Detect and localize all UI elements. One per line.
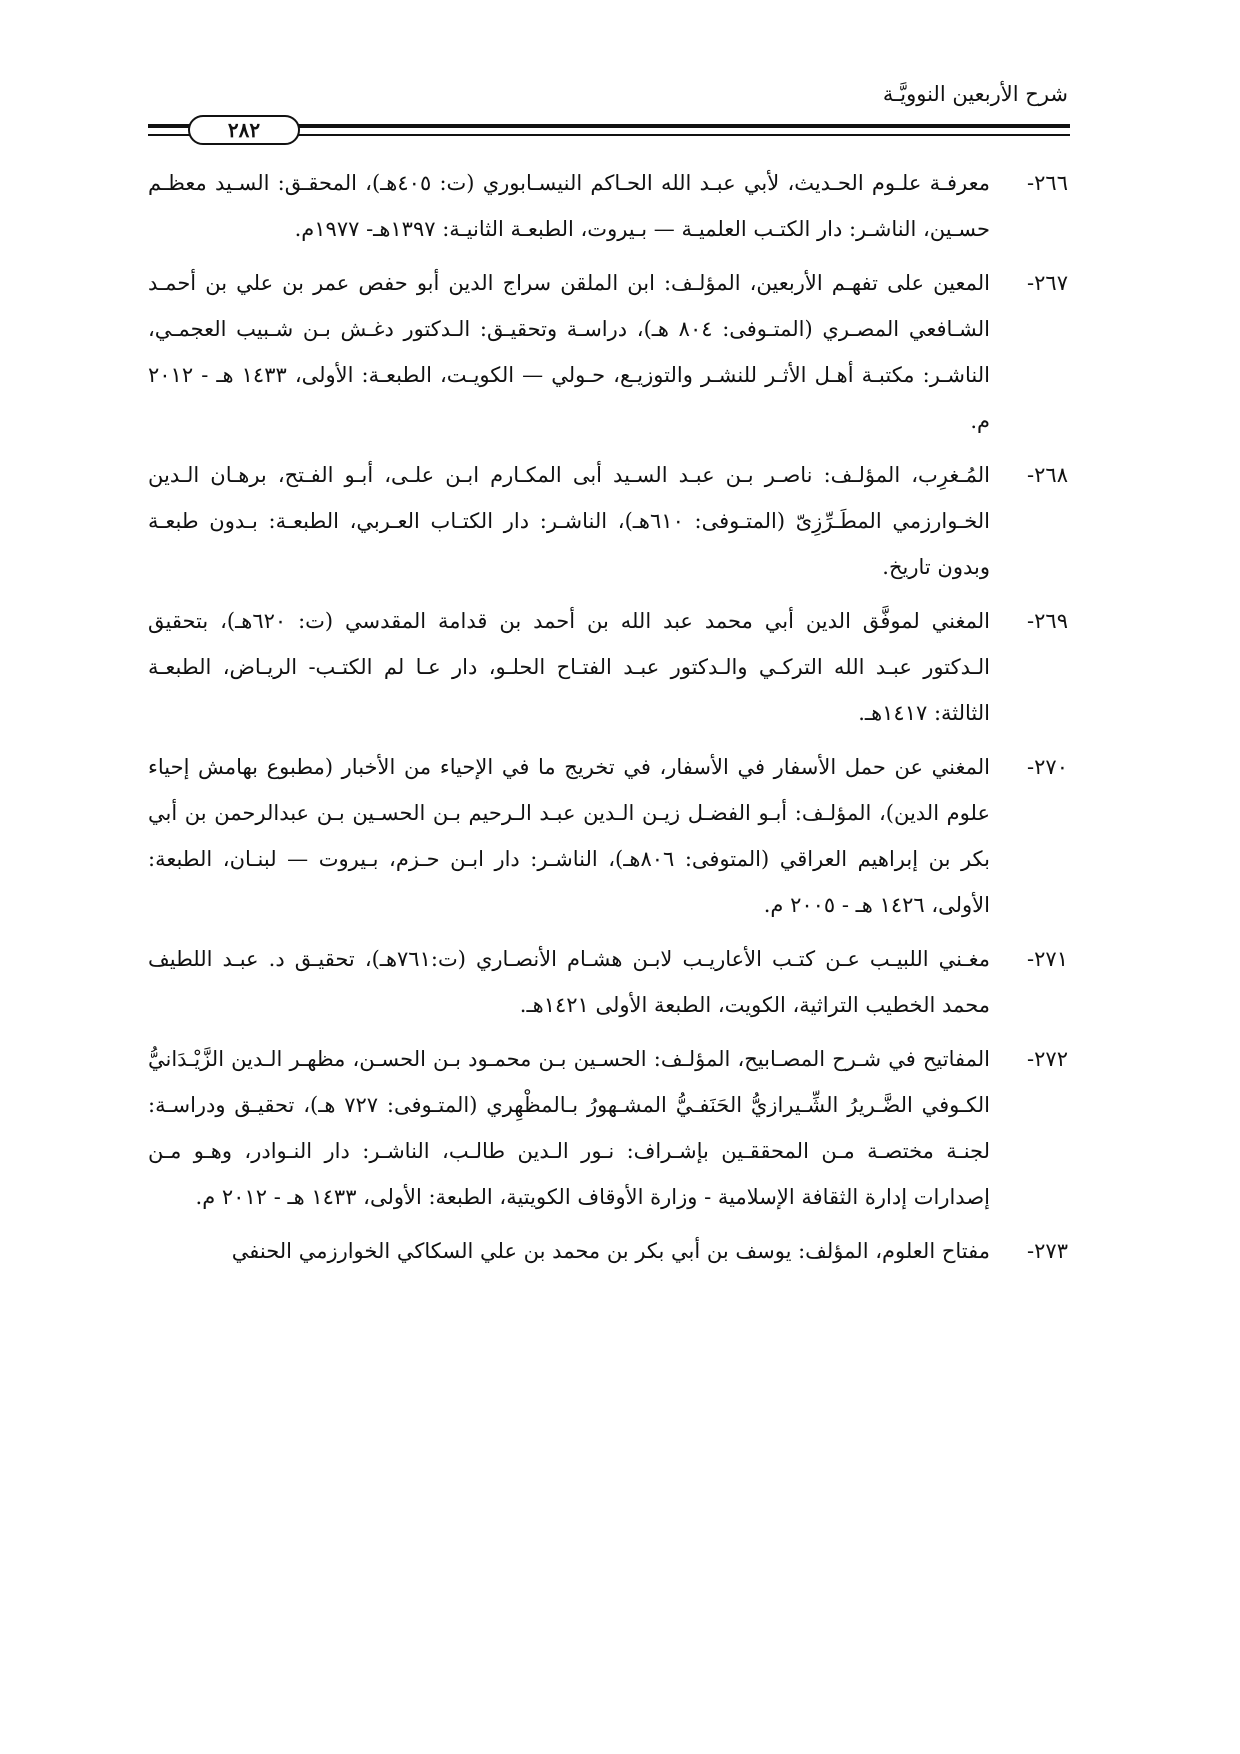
entry-number: ٢٦٧- bbox=[1027, 271, 1068, 295]
entry-text: مفتاح العلوم، المؤلف: يوسف بن أبي بكر بن محمد بن علي السكاكي الخوارزمي الحنفي bbox=[231, 1239, 990, 1263]
entry-text: المغني عن حمل الأسفار في الأسفار، في تخريج ما في الإحياء من الأخبار (مطبوع بهامش إحياء علوم الدين)، المؤلـف: أبـو الفضـل زيـن الـدين عبـد الـرحيم بـن الحسـين بـن عبدالرحمن بن أبي بكر بن إبراهيم العراقي (المتوفى: ٨٠٦هـ)، الناشـر: دار ابـن حـزم، بـيروت — لبنـان، الطبعة: الأولى، ١٤٢٦ هـ - ٢٠٠٥ م. bbox=[148, 755, 991, 917]
page-number-badge: ٢٨٢ bbox=[188, 115, 300, 145]
bibliography-entry-271 bbox=[148, 936, 1068, 1028]
entry-number: ٢٧١- bbox=[1027, 947, 1068, 971]
entry-text: المعين على تفهـم الأربعين، المؤلـف: ابن الملقن سراج الدين أبو حفص عمر بن علي بن أحمـد الشـافعي المصـري (المتـوفى: ٨٠٤ هـ)، دراسـة وتحقيـق: الـدكتور دغـش بـن شـبيب العجمـي، الناشـر: مكتبـة أهـل الأثـر للنشـر والتوزيـع، حـولي — الكويـت، الطبعـة: الأولى، ١٤٣٣ هـ - ٢٠١٢ م. bbox=[148, 271, 991, 433]
entry-text: معرفـة علـوم الحـديث، لأبي عبـد الله الحـاكم النيسـابوري (ت: ٤٠٥هـ)، المحقـق: السـيد معظـم حسـين، الناشـر: دار الكتـب العلميـة — بـيروت، الطبعـة الثانيـة: ١٣٩٧هـ- ١٩٧٧م. bbox=[148, 171, 991, 241]
bibliography-entry-272 bbox=[148, 1036, 1068, 1220]
entry-number: ٢٦٨- bbox=[1027, 463, 1068, 487]
entry-text: المفاتيح في شـرح المصـابيح، المؤلـف: الحسـين بـن محمـود بـن الحسـن، مظهـر الـدين الزَّيْـدَانيُّ الكـوفي الضَّـريرُ الشِّـيرازيُّ الحَنَفـيُّ المشـهورُ بـالمظْهِري (المتـوفى: ٧٢٧ هـ)، تحقيـق ودراسـة: لجنـة مختصـة مـن المحققـين بإشـراف: نـور الـدين طالـب، الناشـر: دار النـوادر، وهـو مـن إصدارات إدارة الثقافة الإسلامية - وزارة الأوقاف الكويتية، الطبعة: الأولى، ١٤٣٣ هـ - ٢٠١٢ م. bbox=[148, 1047, 991, 1209]
entry-text: مغـني اللبيـب عـن كتـب الأعاريـب لابـن هشـام الأنصـاري (ت:٧٦١هـ)، تحقيـق د. عبـد اللطيف محمد الخطيب التراثية، الكويت، الطبعة الأولى ١٤٢١هـ. bbox=[148, 947, 990, 1017]
running-header-title: شرح الأربعين النوويَّـة bbox=[882, 82, 1068, 106]
bibliography-entry-266 bbox=[148, 160, 1068, 252]
bibliography-entry-270 bbox=[148, 744, 1068, 928]
entry-number: ٢٦٦- bbox=[1027, 171, 1068, 195]
bibliography-list bbox=[148, 160, 1068, 1282]
bibliography-entry-269 bbox=[148, 598, 1068, 736]
entry-number: ٢٧٣- bbox=[1027, 1239, 1068, 1263]
bibliography-entry-267 bbox=[148, 260, 1068, 444]
entry-number: ٢٧٢- bbox=[1027, 1047, 1068, 1071]
bibliography-entry-273 bbox=[148, 1228, 1068, 1274]
entry-number: ٢٧٠- bbox=[1027, 755, 1068, 779]
entry-number: ٢٦٩- bbox=[1027, 609, 1068, 633]
bibliography-entry-268 bbox=[148, 452, 1068, 590]
entry-text: المغني لموفَّق الدين أبي محمد عبد الله بن أحمد بن قدامة المقدسي (ت: ٦٢٠هـ)، بتحقيق الـدكتور عبـد الله التركـي والـدكتور عبـد الفتـاح الحلـو، دار عـا لم الكتـب- الريـاض، الطبعـة الثالثة: ١٤١٧هـ. bbox=[148, 609, 990, 725]
entry-text: المُـغرِب، المؤلـف: ناصـر بـن عبـد السـيد أبى المكـارم ابـن علـى، أبـو الفـتح، برهـان الـدين الخـوارزمي المطَـرِّزِىّ (المتـوفى: ٦١٠هـ)، الناشـر: دار الكتـاب العـربي، الطبعـة: بـدون طبعـة وبدون تاريخ. bbox=[148, 463, 991, 579]
